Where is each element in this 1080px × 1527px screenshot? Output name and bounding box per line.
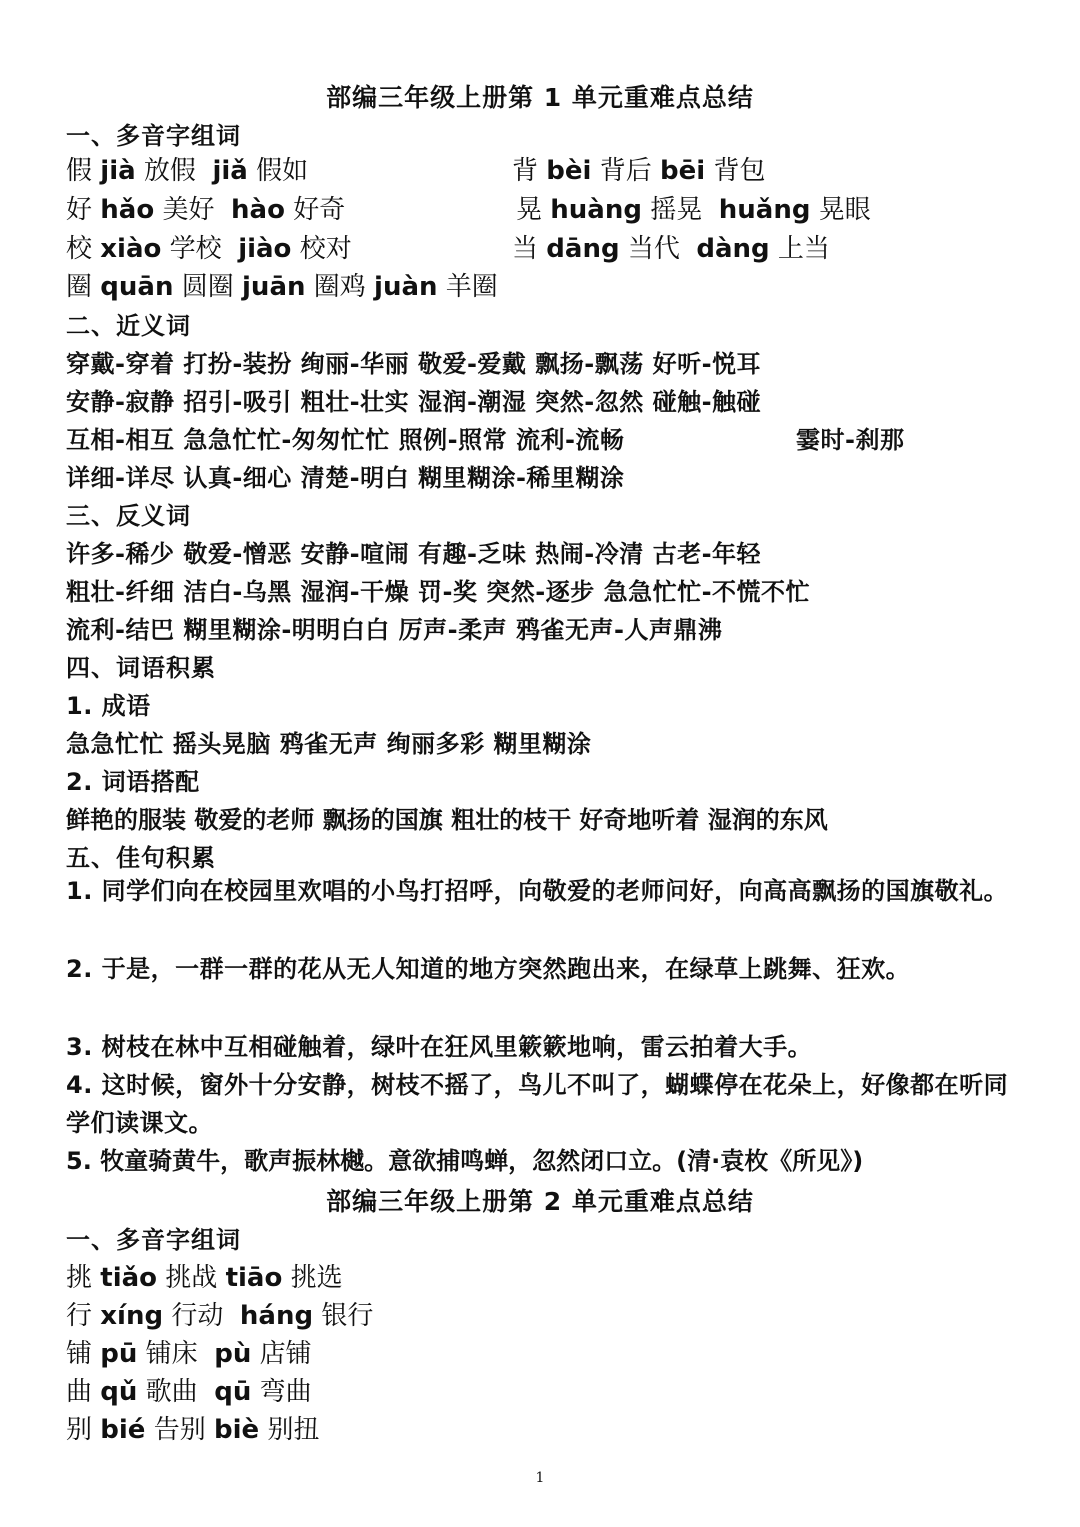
synonym-extra: 霎时-刹那 xyxy=(796,426,905,454)
unit1-heading-antonyms: 三、反义词 xyxy=(66,502,191,530)
unit1-heading-polyphone: 一、多音字组词 xyxy=(66,122,241,150)
idiom-line: 急急忙忙 摇头晃脑 鸦雀无声 绚丽多彩 糊里糊涂 xyxy=(66,730,592,758)
idiom-subheading: 1. 成语 xyxy=(66,692,151,720)
collocation-subheading: 2. 词语搭配 xyxy=(66,768,200,796)
unit2-polyphone-row: 挑 tiǎo 挑战 tiāo 挑选 xyxy=(66,1263,343,1293)
unit2-polyphone-row: 别 bié 告别 biè 别扭 xyxy=(66,1415,320,1445)
synonym-line: 穿戴-穿着 打扮-装扮 绚丽-华丽 敬爱-爱戴 飘扬-飘荡 好听-悦耳 xyxy=(66,350,762,378)
antonym-line: 流利-结巴 糊里糊涂-明明白白 厉声-柔声 鸦雀无声-人声鼎沸 xyxy=(66,616,723,644)
synonym-line: 安静-寂静 招引-吸引 粗壮-壮实 湿润-潮湿 突然-忽然 碰触-触碰 xyxy=(66,388,762,416)
sentence-item: 2. 于是，一群一群的花从无人知道的地方突然跑出来，在绿草上跳舞、狂欢。 xyxy=(66,955,911,983)
unit1-heading-sentences: 五、佳句积累 xyxy=(66,844,216,872)
sentence-item: 5. 牧童骑黄牛，歌声振林樾。意欲捕鸣蝉，忽然闭口立。(清·袁枚《所见》) xyxy=(66,1147,864,1175)
antonym-line: 许多-稀少 敬爱-憎恶 安静-喧闹 有趣-乏味 热闹-冷清 古老-年轻 xyxy=(66,540,762,568)
synonym-line: 详细-详尽 认真-细心 清楚-明白 糊里糊涂-稀里糊涂 xyxy=(66,464,625,492)
synonym-line: 互相-相互 急急忙忙-匆匆忙忙 照例-照常 流利-流畅 xyxy=(66,426,625,454)
unit2-polyphone-row: 铺 pū 铺床 pù 店铺 xyxy=(66,1339,312,1369)
antonym-line: 粗壮-纤细 洁白-乌黑 湿润-干燥 罚-奖 突然-逐步 急急忙忙-不慌不忙 xyxy=(66,578,811,606)
unit1-polyphone-row: 圈 quān 圆圈 juān 圈鸡 juàn 羊圈 xyxy=(66,272,498,302)
sentence-item: 4. 这时候，窗外十分安静，树枝不摇了，鸟儿不叫了，蝴蝶停在花朵上，好像都在听同学们读课文。 xyxy=(66,1071,1009,1137)
unit1-title: 部编三年级上册第 1 单元重难点总结 xyxy=(326,83,754,112)
unit2-heading-polyphone: 一、多音字组词 xyxy=(66,1226,241,1254)
unit2-polyphone-row: 行 xíng 行动 háng 银行 xyxy=(66,1301,374,1331)
sentence-item: 1. 同学们向在校园里欢唱的小鸟打招呼，向敬爱的老师问好，向高高飘扬的国旗敬礼。 xyxy=(66,877,1009,905)
sentence-item: 3. 树枝在林中互相碰触着，绿叶在狂风里簌簌地响，雷云拍着大手。 xyxy=(66,1033,813,1061)
unit1-heading-vocab: 四、词语积累 xyxy=(66,654,216,682)
page-number: 1 xyxy=(535,1470,545,1486)
unit2-title: 部编三年级上册第 2 单元重难点总结 xyxy=(326,1187,754,1216)
collocation-line: 鲜艳的服装 敬爱的老师 飘扬的国旗 粗壮的枝干 好奇地听着 湿润的东风 xyxy=(66,806,828,834)
unit1-heading-synonyms: 二、近义词 xyxy=(66,312,191,340)
unit2-polyphone-row: 曲 qǔ 歌曲 qū 弯曲 xyxy=(66,1377,312,1407)
document-page: 部编三年级上册第 1 单元重难点总结 一、多音字组词 假 jià 放假 jiǎ 假如 背 bèi 背后 bēi 背包 好 hǎo 美好 hào 好奇 晃 huàng 摇晃 huǎng 晃眼 校 xiào 学校 jiào 校对 当 dāng 当代 dàng 上当 圈 quān 圆圈 juān 圈鸡 juàn 羊圈 二、近义词 穿戴-穿着 打扮-装扮 绚丽-华丽 敬爱-爱戴 飘扬-飘荡 好听-悦耳 安静-寂静 招引-吸引 粗壮-壮实 湿润-潮湿 突然-忽然 碰触-触碰 互相-相互 急急忙忙-匆匆忙忙 照例-照常 流利-流畅 霎时-刹那 详细-详尽 认真-细心 清楚-明白 糊里糊涂-稀里糊涂 三、反义词 许多-稀少 敬爱-憎恶 安静-喧闹 有趣-乏味 热闹-冷清 古老-年轻 粗壮-纤细 洁白-乌黑 湿润-干燥 罚-奖 突然-逐步 急急忙忙-不慌不忙 流利-结巴 糊里糊涂-明明白白 厉声-柔声 鸦雀无声-人声鼎沸 四、词语积累 1. 成语 急急忙忙 摇头晃脑 鸦雀无声 绚丽多彩 糊里糊涂 2. 词语搭配 鲜艳的服装 敬爱的老师 飘扬的国旗 粗壮的枝干 好奇地听着 湿润的东风 五、佳句积累 1. 同学们向在校园里欢唱的小鸟打招呼，向敬爱的老师问好，向高高飘扬的国旗敬礼。 2. 于是，一群一群的花从无人知道的地方突然跑出来，在绿草上跳舞、狂欢。 3. 树枝在林中互相碰触着，绿叶在狂风里簌簌地响，雷云拍着大手。 4. 这时候，窗外十分安静，树枝不摇了，鸟儿不叫了，蝴蝶停在花朵上，好像都在听同学们读课文。 5. 牧童骑黄牛，歌声振林樾。意欲捕鸣蝉，忽然闭口立。(清·袁枚《所见》) 部编三年级上册第 2 单元重难点总结 一、多音字组词 挑 tiǎo 挑战 tiāo 挑选 行 xíng 行动 háng 银行 铺 pū 铺床 pù 店铺 曲 qǔ 歌曲 qū 弯曲 别 bié 告别 biè 别扭 1 xyxy=(0,0,1080,1527)
